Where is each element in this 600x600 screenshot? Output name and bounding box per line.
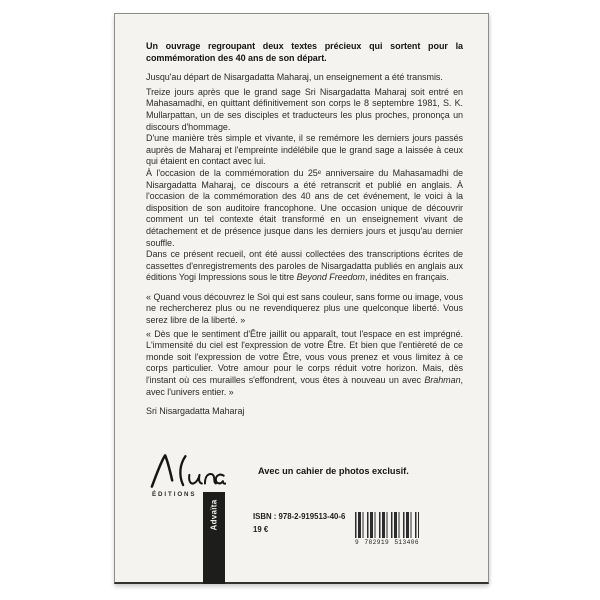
recueil-pre: Dans ce présent recueil, ont été aussi collectées des transcriptions écrites de cassettes d'enregistrements des paroles de Nisargadatta publiés en anglais aux éditions Yogi Impressions sous le titre xyxy=(146,249,463,283)
photo-note: Avec un cahier de photos exclusif. xyxy=(258,466,409,476)
collection-strip xyxy=(203,492,225,584)
quote2-post: , avec l'univers entier. » xyxy=(146,375,463,397)
quote-attribution: Sri Nisargadatta Maharaj xyxy=(146,406,245,417)
publisher-label: ÉDITIONS xyxy=(152,491,197,498)
brahman-italic: Brahman xyxy=(424,375,461,386)
quote2-pre: « Dès que le sentiment d'Être jaillit ou apparaît, tout l'espace en est imprégné. L'immensité du ciel est l'expression de votre Être. Et bien que l'entièreté de ce monde soit l'expression de votre Être, vous vous prenez et vous limitez à ce corps particulier. Votre amour pour le corps réduit votre horizon. Mais, dès l'instant où ces murailles s'effondrent, vous êtes à nouveau un avec xyxy=(146,328,463,386)
book-back-cover xyxy=(114,13,489,584)
paragraph-recueil xyxy=(146,249,463,284)
paragraph-discours: Treize jours après que le grand sage Sri Nisargadatta Maharaj soit entré en Mahasamadhi, en quittant définitivement son corps le 8 septembre 1981, S. K. Mullarpattan, un de ses disciples et traducteurs les plus proches, prononça un discours d'hommage. xyxy=(146,86,463,132)
barcode-digit-right: 513406 xyxy=(394,539,419,546)
paragraph-maniere: D'une manière très simple et vivante, il se remémore les derniers jours passés auprès de Maharaj et l'empreinte indélébile que le grand sage a laissée à ceux qui étaient en contact avec lui. xyxy=(146,133,463,167)
back-cover-blurb xyxy=(146,41,463,418)
price: 19 € xyxy=(253,524,269,534)
barcode xyxy=(355,512,419,546)
aluna-logo xyxy=(148,452,226,490)
intro-line: Jusqu'au départ de Nisargadatta Maharaj, un enseignement a été transmis. xyxy=(146,72,443,83)
recueil-post: , inédites en français. xyxy=(364,272,449,283)
quote-2 xyxy=(146,329,463,399)
isbn-number: ISBN : 978-2-919513-40-6 xyxy=(253,512,346,521)
book-title-italic: Beyond Freedom xyxy=(296,272,365,283)
collection-name: Advaïta xyxy=(209,499,219,531)
headline: Un ouvrage regroupant deux textes précieux qui sortent pour la commémoration des 40 ans de son départ. xyxy=(146,41,463,63)
paragraph-commemoration: À l'occasion de la commémoration du 25ᵉ anniversaire du Mahasamadhi de Nisargadatta Maharaj, ce discours a été retranscrit et publié en anglais. À l'occasion de la commémoration des 40 ans de cet événement, le voici à la disposition de son auditoire francophone. Une occasion unique de découvrir comment un tel contexte était transformé en un enseignement vivant de détachement et de présence jusque dans les derniers jours et jusqu'au dernier souffle. xyxy=(146,167,463,248)
barcode-digits xyxy=(355,539,419,546)
barcode-bars xyxy=(355,512,419,538)
barcode-digit-mid: 782919 xyxy=(364,539,390,546)
quote-1: « Quand vous découvrez le Soi qui est sans couleur, sans forme ou image, vous ne rechercherez plus ou ne revendiquerez plus une quelconque liberté. Vous serez libre de la liberté. » xyxy=(146,291,463,326)
isbn-block xyxy=(253,511,345,536)
barcode-digit-left: 9 xyxy=(355,539,360,546)
